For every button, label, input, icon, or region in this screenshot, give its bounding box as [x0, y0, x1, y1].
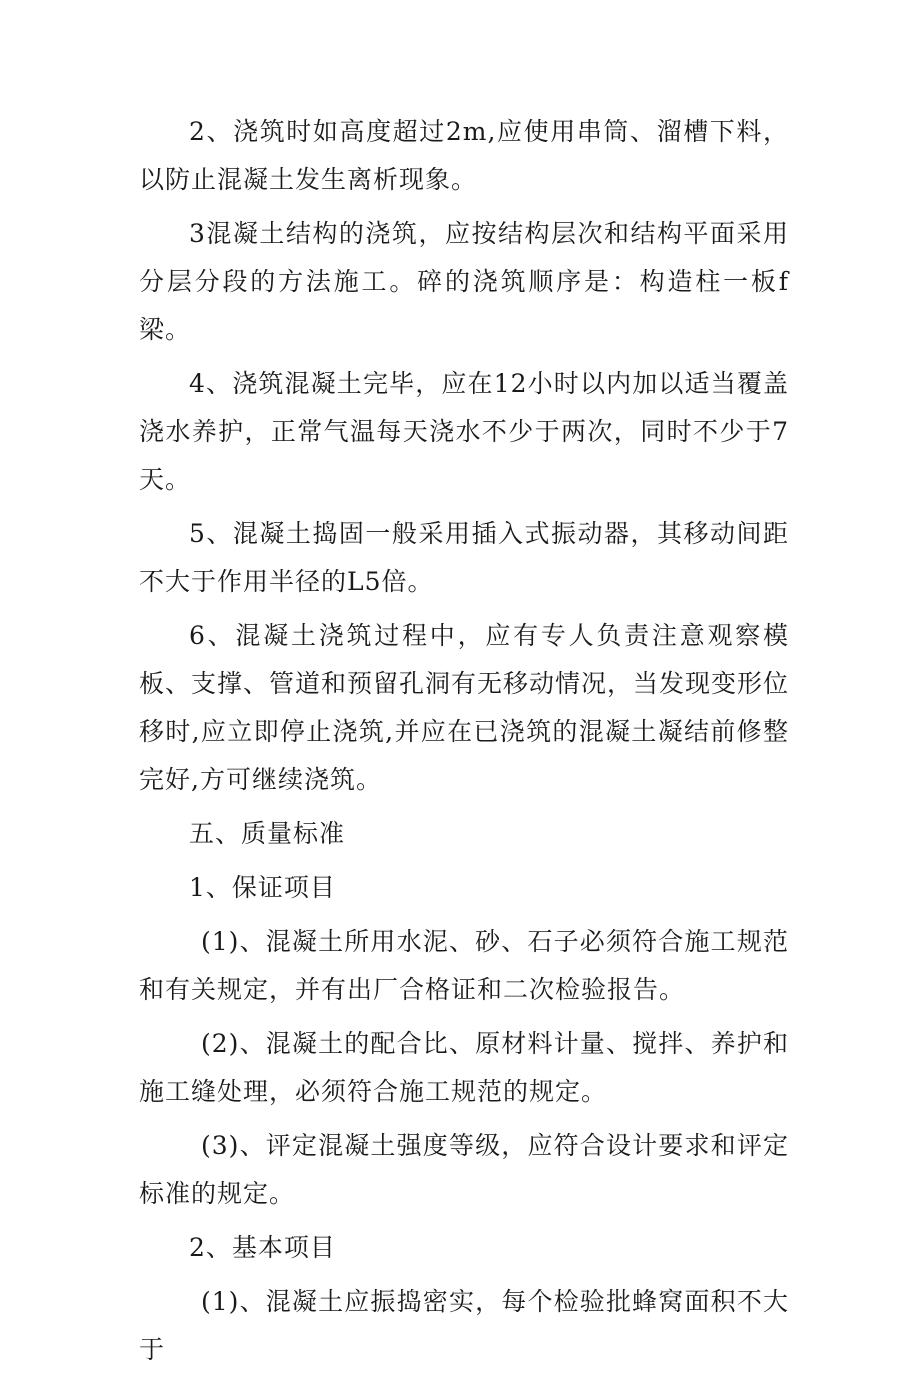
list-item-mix-ratio: (2)、混凝土的配合比、原材料计量、搅拌、养护和施工缝处理，必须符合施工规范的规定。: [139, 1029, 789, 1106]
subheading-basic-items: 2、基本项目: [189, 1233, 336, 1262]
list-item-materials: (1)、混凝土所用水泥、砂、石子必须符合施工规范和有关规定，并有出厂合格证和二次检验报告。: [139, 927, 789, 1004]
subheading-guarantee-items: 1、保证项目: [189, 873, 336, 902]
paragraph-vibration: 5、混凝土捣固一般采用插入式振动器，其移动间距不大于作用半径的L5倍。: [139, 519, 789, 596]
section-heading-quality-standard: 五、质量标准: [189, 819, 346, 848]
paragraph-curing: 4、浇筑混凝土完毕，应在12小时以内加以适当覆盖浇水养护，正常气温每天浇水不少于两次，同时不少于7天。: [139, 369, 789, 494]
document-body: [139, 108, 789, 1380]
list-item-compaction: (1)、混凝土应振捣密实，每个检验批蜂窝面积不大于: [139, 1287, 789, 1364]
list-item-strength-grade: (3)、评定混凝土强度等级，应符合设计要求和评定标准的规定。: [139, 1131, 789, 1208]
paragraph-monitoring: 6、混凝土浇筑过程中，应有专人负责注意观察模板、支撑、管道和预留孔洞有无移动情况，当发现变形位移时,应立即停止浇筑,并应在已浇筑的混凝土凝结前修整完好,方可继续浇筑。: [139, 621, 790, 794]
paragraph-pouring-sequence: 3混凝土结构的浇筑，应按结构层次和结构平面采用分层分段的方法施工。碎的浇筑顺序是：构造柱一板f梁。: [139, 219, 789, 344]
paragraph-pouring-height: 2、浇筑时如高度超过2m,应使用串筒、溜槽下料，以防止混凝土发生离析现象。: [139, 117, 789, 194]
